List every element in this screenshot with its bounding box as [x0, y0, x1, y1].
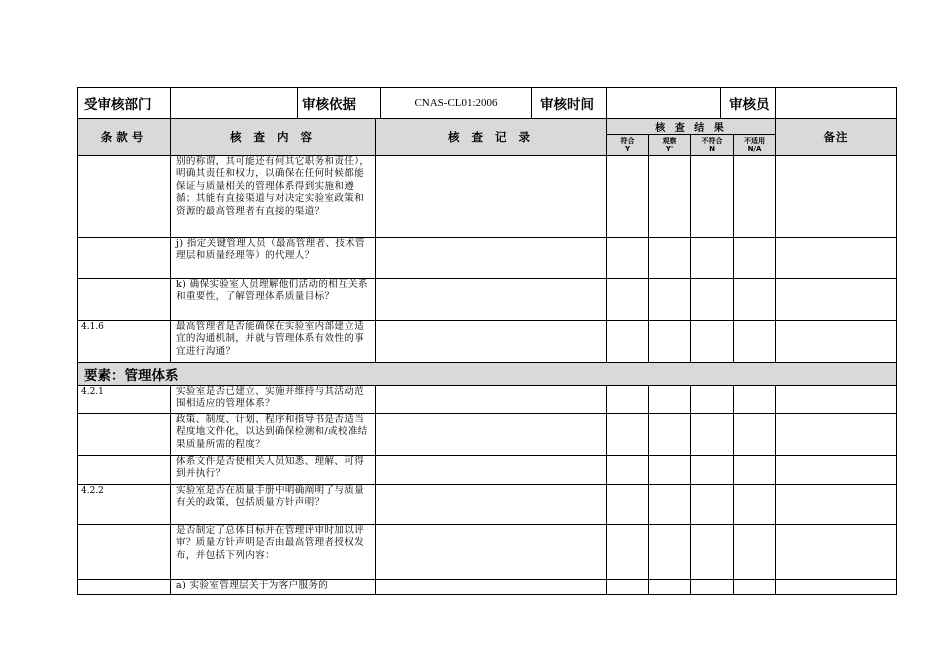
content-cell: 实验室是否在质量手册中明确阐明了与质量有关的政策，包括质量方针声明？: [171, 485, 376, 525]
remarks-cell[interactable]: [776, 525, 897, 580]
result-y2-cell[interactable]: [649, 485, 691, 525]
result-n-cell[interactable]: [691, 279, 734, 321]
basis-label: 审核依据: [302, 97, 356, 113]
table-row: [78, 485, 897, 525]
result-y2-cell[interactable]: [649, 456, 691, 485]
result-y2-cell[interactable]: [649, 414, 691, 456]
time-label: 审核时间: [540, 97, 594, 113]
result-na-cell[interactable]: [734, 580, 776, 595]
table-row: [78, 238, 897, 279]
result-n-cell[interactable]: [691, 525, 734, 580]
table-row: [78, 456, 897, 485]
content-cell: 实验室是否已建立、实施并维持与其活动范围相适应的管理体系？: [171, 386, 376, 414]
result-col-na: 不适用 N/A: [734, 135, 776, 156]
remarks-cell[interactable]: [776, 386, 897, 414]
remarks-cell[interactable]: [776, 414, 897, 456]
record-cell[interactable]: [376, 321, 607, 363]
table-row: [78, 279, 897, 321]
auditor-label: 审核员: [729, 97, 770, 113]
content-cell: k) 确保实验室人员理解他们活动的相互关系和重要性，了解管理体系质量目标？: [171, 279, 376, 321]
result-n-cell[interactable]: [691, 456, 734, 485]
result-n-cell[interactable]: [691, 238, 734, 279]
result-y-cell[interactable]: [607, 580, 649, 595]
remarks-cell[interactable]: [776, 456, 897, 485]
result-n-cell[interactable]: [691, 580, 734, 595]
remarks-cell[interactable]: [776, 580, 897, 595]
record-cell[interactable]: [376, 386, 607, 414]
clause-cell: 4.1.6: [78, 321, 171, 363]
record-cell[interactable]: [376, 414, 607, 456]
content-header: 核 查 内 容: [171, 119, 376, 156]
record-cell[interactable]: [376, 156, 607, 238]
result-y2-cell[interactable]: [649, 238, 691, 279]
record-cell[interactable]: [376, 525, 607, 580]
result-na-cell[interactable]: [734, 485, 776, 525]
content-cell: 体系文件是否使相关人员知悉、理解、可得到并执行？: [171, 456, 376, 485]
content-cell: 是否制定了总体目标并在管理评审时加以评审？质量方针声明是否由最高管理者授权发布，并包括下列内容：: [171, 525, 376, 580]
dept-value[interactable]: [171, 88, 298, 118]
table-row: [78, 580, 897, 595]
result-n-cell[interactable]: [691, 485, 734, 525]
section-row: [78, 363, 897, 386]
result-y2-cell[interactable]: [649, 580, 691, 595]
basis-value: CNAS-CL01:2006: [414, 97, 498, 109]
result-col-observe: 观察 Y': [649, 135, 691, 156]
table-row: [78, 386, 897, 414]
remarks-cell[interactable]: [776, 321, 897, 363]
result-y-cell[interactable]: [607, 525, 649, 580]
column-header-row: [78, 119, 897, 135]
result-y-cell[interactable]: [607, 156, 649, 238]
remarks-cell[interactable]: [776, 238, 897, 279]
time-value[interactable]: [607, 88, 721, 118]
table-row: [78, 414, 897, 456]
result-y-cell[interactable]: [607, 386, 649, 414]
result-n-cell[interactable]: [691, 156, 734, 238]
audit-checklist-table: [77, 87, 897, 595]
content-cell: 最高管理者是否能确保在实验室内部建立适宜的沟通机制，并就与管理体系有效性的事宜进行沟通？: [171, 321, 376, 363]
result-y2-cell[interactable]: [649, 156, 691, 238]
remarks-cell[interactable]: [776, 485, 897, 525]
clause-cell: [78, 156, 171, 238]
result-col-nonconform: 不符合 N: [691, 135, 734, 156]
table-row: [78, 156, 897, 238]
clause-header: 条款号: [78, 119, 171, 156]
record-cell[interactable]: [376, 238, 607, 279]
result-n-cell[interactable]: [691, 321, 734, 363]
table-row: [78, 525, 897, 580]
result-y-cell[interactable]: [607, 321, 649, 363]
dept-label: 受审核部门: [78, 88, 171, 119]
result-na-cell[interactable]: [734, 456, 776, 485]
clause-cell: [78, 238, 171, 279]
record-cell[interactable]: [376, 279, 607, 321]
content-cell: 政策、制度、计划、程序和指导书是否适当程度地文件化，以达到确保检测和/或校准结果质量所需的程度？: [171, 414, 376, 456]
auditor-value[interactable]: [776, 88, 897, 119]
result-y2-cell[interactable]: [649, 525, 691, 580]
result-y2-cell[interactable]: [649, 279, 691, 321]
remarks-cell[interactable]: [776, 156, 897, 238]
header-row: [78, 88, 897, 119]
result-header: 核 查 结 果: [607, 119, 776, 135]
result-n-cell[interactable]: [691, 386, 734, 414]
result-y-cell[interactable]: [607, 414, 649, 456]
content-cell: a) 实验室管理层关于为客户服务的: [171, 580, 376, 595]
section-title: 要素：管理体系: [78, 363, 897, 386]
content-cell: j) 指定关键管理人员（最高管理者、技术管理层和质量经理等）的代理人？: [171, 238, 376, 279]
result-col-conform: 符合 Y: [607, 135, 649, 156]
result-na-cell[interactable]: [734, 279, 776, 321]
remarks-cell[interactable]: [776, 279, 897, 321]
clause-cell: [78, 456, 171, 485]
result-na-cell[interactable]: [734, 525, 776, 580]
result-na-cell[interactable]: [734, 321, 776, 363]
record-cell[interactable]: [376, 456, 607, 485]
table-row: [78, 321, 897, 363]
remarks-header: 备注: [776, 119, 897, 156]
clause-cell: [78, 580, 171, 595]
clause-cell: 4.2.2: [78, 485, 171, 525]
result-y-cell[interactable]: [607, 485, 649, 525]
result-na-cell[interactable]: [734, 238, 776, 279]
record-cell[interactable]: [376, 485, 607, 525]
clause-cell: [78, 525, 171, 580]
result-n-cell[interactable]: [691, 414, 734, 456]
content-cell: 别的称谓，其可能还有何其它职务和责任），明确其责任和权力，以确保在任何时候都能保证与质量相关的管理体系得到实施和遵循；其能有直接渠道与对决定实验室政策和资源的最高管理者有直接的渠道？: [171, 156, 376, 238]
clause-cell: 4.2.1: [78, 386, 171, 414]
clause-cell: [78, 414, 171, 456]
result-na-cell[interactable]: [734, 386, 776, 414]
result-na-cell[interactable]: [734, 156, 776, 238]
result-y-cell[interactable]: [607, 456, 649, 485]
result-y-cell[interactable]: [607, 279, 649, 321]
result-na-cell[interactable]: [734, 414, 776, 456]
result-y2-cell[interactable]: [649, 386, 691, 414]
record-cell[interactable]: [376, 580, 607, 595]
result-y2-cell[interactable]: [649, 321, 691, 363]
result-y-cell[interactable]: [607, 238, 649, 279]
clause-cell: [78, 279, 171, 321]
record-header: 核 查 记 录: [376, 119, 607, 156]
